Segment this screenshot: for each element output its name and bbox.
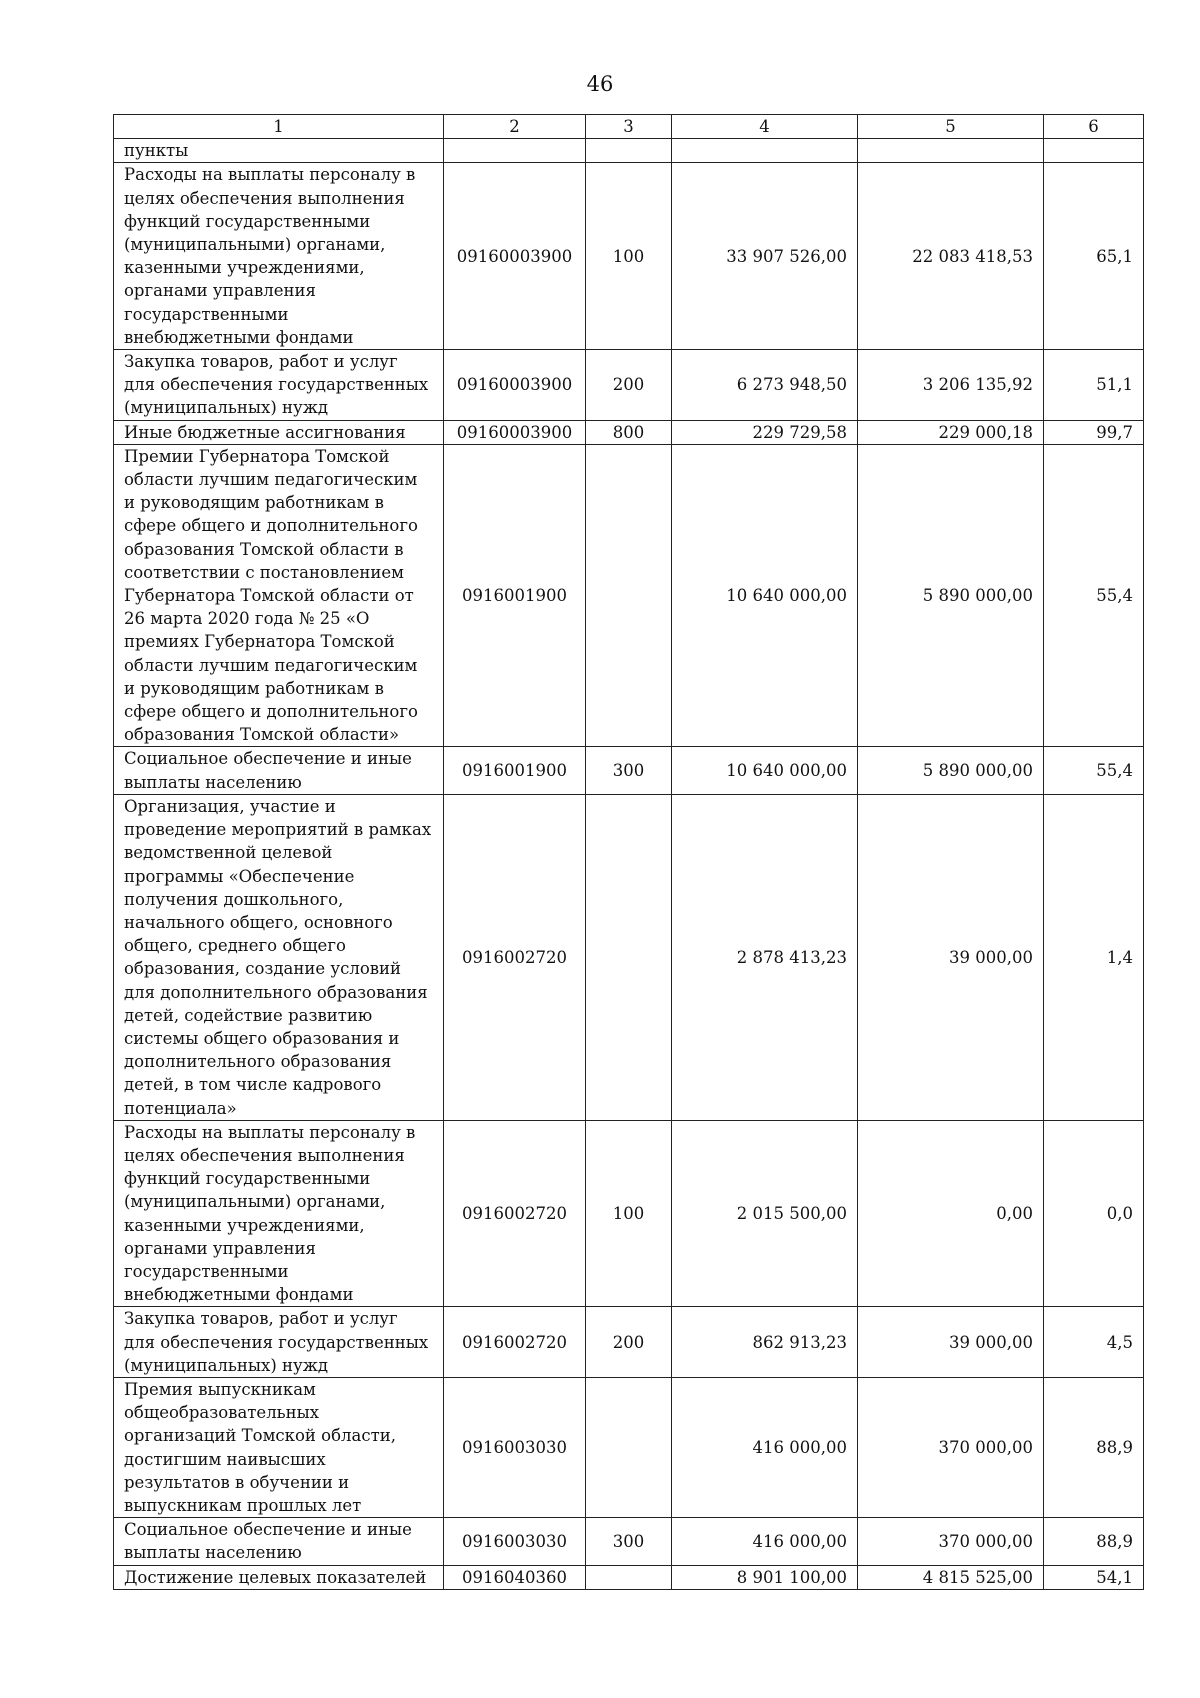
column-header: 1	[114, 115, 444, 139]
expense-name-cell: Достижение целевых показателей	[114, 1565, 444, 1589]
plan-amount-cell: 2 878 413,23	[672, 794, 858, 1120]
percent-cell: 51,1	[1044, 350, 1144, 421]
table-row	[114, 139, 1144, 163]
column-header: 4	[672, 115, 858, 139]
expense-name-cell: Расходы на выплаты персоналу в целях обеспечения выполнения функций государственными (муниципальными) органами, казенными учреждениями, органами управления государственными внебюджетными фондами	[114, 1120, 444, 1307]
expense-type-cell	[586, 1377, 672, 1517]
column-header: 6	[1044, 115, 1144, 139]
target-code-cell: 09160003900	[444, 420, 586, 444]
plan-amount-cell: 8 901 100,00	[672, 1565, 858, 1589]
expense-name-cell: Расходы на выплаты персоналу в целях обеспечения выполнения функций государственными (муниципальными) органами, казенными учреждениями, органами управления государственными внебюджетными фондами	[114, 163, 444, 350]
target-code-cell: 0916040360	[444, 1565, 586, 1589]
fact-amount-cell: 370 000,00	[858, 1377, 1044, 1517]
table-row	[114, 1120, 1144, 1307]
table-row	[114, 420, 1144, 444]
expense-type-cell: 300	[586, 747, 672, 794]
fact-amount-cell: 5 890 000,00	[858, 747, 1044, 794]
expense-type-cell	[586, 1565, 672, 1589]
target-code-cell	[444, 139, 586, 163]
fact-amount-cell	[858, 139, 1044, 163]
expense-type-cell	[586, 139, 672, 163]
expense-type-cell	[586, 794, 672, 1120]
plan-amount-cell: 229 729,58	[672, 420, 858, 444]
expense-type-cell: 100	[586, 163, 672, 350]
column-header: 3	[586, 115, 672, 139]
target-code-cell: 0916003030	[444, 1518, 586, 1565]
percent-cell	[1044, 139, 1144, 163]
table-row	[114, 1377, 1144, 1517]
plan-amount-cell: 10 640 000,00	[672, 444, 858, 747]
expense-name-cell: Закупка товаров, работ и услуг для обеспечения государственных (муниципальных) нужд	[114, 1307, 444, 1378]
fact-amount-cell: 39 000,00	[858, 794, 1044, 1120]
fact-amount-cell: 3 206 135,92	[858, 350, 1044, 421]
percent-cell: 99,7	[1044, 420, 1144, 444]
plan-amount-cell: 862 913,23	[672, 1307, 858, 1378]
expense-name-cell: пункты	[114, 139, 444, 163]
table-row	[114, 794, 1144, 1120]
expense-name-cell: Премия выпускникам общеобразовательных организаций Томской области, достигшим наивысших результатов в обучении и выпускникам прошлых лет	[114, 1377, 444, 1517]
expense-type-cell: 200	[586, 350, 672, 421]
target-code-cell: 0916002720	[444, 1120, 586, 1307]
table-row	[114, 444, 1144, 747]
fact-amount-cell: 4 815 525,00	[858, 1565, 1044, 1589]
expense-name-cell: Закупка товаров, работ и услуг для обеспечения государственных (муниципальных) нужд	[114, 350, 444, 421]
target-code-cell: 0916001900	[444, 747, 586, 794]
percent-cell: 55,4	[1044, 747, 1144, 794]
expense-name-cell: Организация, участие и проведение мероприятий в рамках ведомственной целевой программы «Обеспечение получения дошкольного, начального общего, основного общего, среднего общего образования, создание условий для дополнительного образования детей, содействие развитию системы общего образования и дополнительного образования детей, в том числе кадрового потенциала»	[114, 794, 444, 1120]
target-code-cell: 09160003900	[444, 163, 586, 350]
column-header: 5	[858, 115, 1044, 139]
table-row	[114, 747, 1144, 794]
expense-type-cell: 800	[586, 420, 672, 444]
percent-cell: 4,5	[1044, 1307, 1144, 1378]
percent-cell: 55,4	[1044, 444, 1144, 747]
percent-cell: 88,9	[1044, 1377, 1144, 1517]
expense-name-cell: Социальное обеспечение и иные выплаты населению	[114, 747, 444, 794]
fact-amount-cell: 22 083 418,53	[858, 163, 1044, 350]
expense-name-cell: Иные бюджетные ассигнования	[114, 420, 444, 444]
table-row	[114, 163, 1144, 350]
header-row	[114, 115, 1144, 139]
plan-amount-cell: 10 640 000,00	[672, 747, 858, 794]
plan-amount-cell: 416 000,00	[672, 1377, 858, 1517]
target-code-cell: 0916003030	[444, 1377, 586, 1517]
plan-amount-cell	[672, 139, 858, 163]
expense-type-cell: 300	[586, 1518, 672, 1565]
budget-table	[113, 114, 1144, 1590]
table-row	[114, 1518, 1144, 1565]
fact-amount-cell: 5 890 000,00	[858, 444, 1044, 747]
fact-amount-cell: 229 000,18	[858, 420, 1044, 444]
expense-type-cell: 200	[586, 1307, 672, 1378]
fact-amount-cell: 39 000,00	[858, 1307, 1044, 1378]
fact-amount-cell: 0,00	[858, 1120, 1044, 1307]
table-row	[114, 350, 1144, 421]
plan-amount-cell: 33 907 526,00	[672, 163, 858, 350]
expense-type-cell: 100	[586, 1120, 672, 1307]
plan-amount-cell: 2 015 500,00	[672, 1120, 858, 1307]
expense-type-cell	[586, 444, 672, 747]
target-code-cell: 09160003900	[444, 350, 586, 421]
expense-name-cell: Премии Губернатора Томской области лучшим педагогическим и руководящим работникам в сфере общего и дополнительного образования Томской области в соответствии с постановлением Губернатора Томской области от 26 марта 2020 года № 25 «О премиях Губернатора Томской области лучшим педагогическим и руководящим работникам в сфере общего и дополнительного образования Томской области»	[114, 444, 444, 747]
target-code-cell: 0916002720	[444, 794, 586, 1120]
table-row	[114, 1565, 1144, 1589]
column-header: 2	[444, 115, 586, 139]
target-code-cell: 0916002720	[444, 1307, 586, 1378]
percent-cell: 88,9	[1044, 1518, 1144, 1565]
percent-cell: 1,4	[1044, 794, 1144, 1120]
expense-name-cell: Социальное обеспечение и иные выплаты населению	[114, 1518, 444, 1565]
table-row	[114, 1307, 1144, 1378]
percent-cell: 54,1	[1044, 1565, 1144, 1589]
percent-cell: 0,0	[1044, 1120, 1144, 1307]
page-number: 46	[586, 72, 614, 96]
percent-cell: 65,1	[1044, 163, 1144, 350]
plan-amount-cell: 6 273 948,50	[672, 350, 858, 421]
plan-amount-cell: 416 000,00	[672, 1518, 858, 1565]
fact-amount-cell: 370 000,00	[858, 1518, 1044, 1565]
target-code-cell: 0916001900	[444, 444, 586, 747]
